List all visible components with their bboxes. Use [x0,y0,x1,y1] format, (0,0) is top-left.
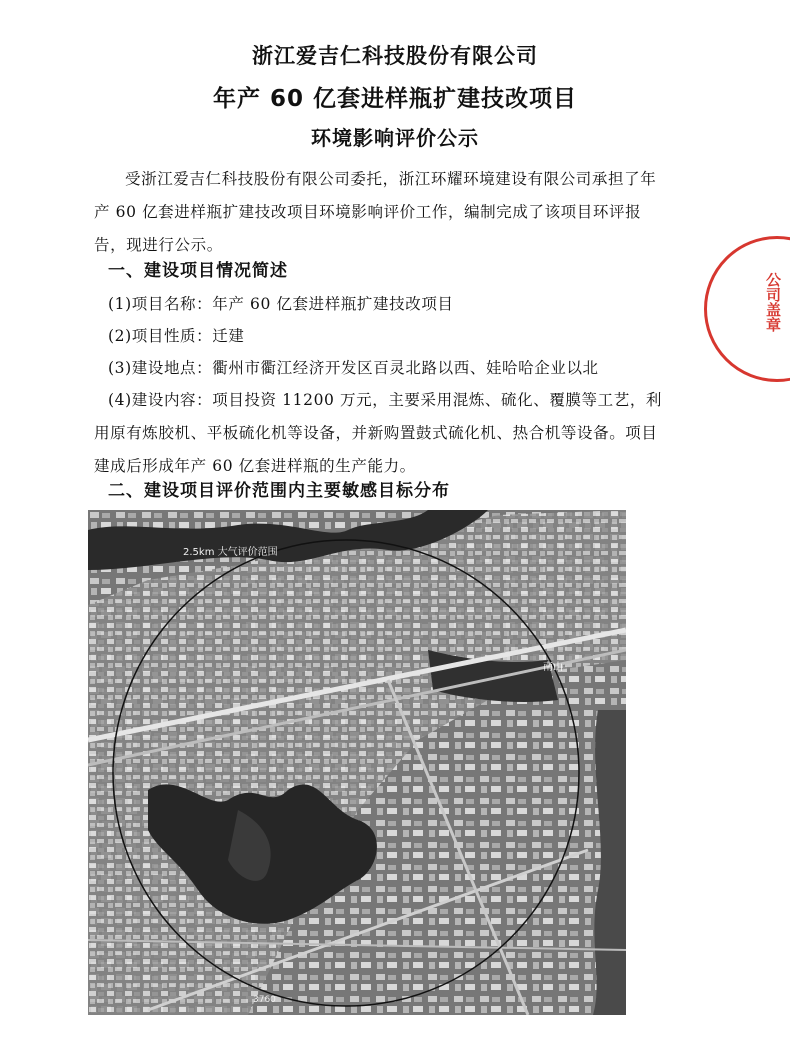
aerial-map-svg [88,510,626,1015]
seal-text: 公司盖章 [764,272,782,332]
section2-heading: 二、建设项目评价范围内主要敏感目标分布 [108,481,450,501]
project-content-item: (4)建设内容：项目投资 11200 万元，主要采用混炼、硫化、覆膜等工艺，利用原有炼胶机、平板硫化机等设备，并新购置鼓式硫化机、热合机等设备。项目建成后形成年产 60 亿套进样瓶的生产能力。 [94,391,663,475]
section1-heading: 一、建设项目情况简述 [108,261,288,281]
place-label: 南山 [543,662,563,673]
company-title: 浙江爱吉仁科技股份有限公司 [252,44,538,68]
project-name-item: (1)项目名称：年产 60 亿套进样瓶扩建技改项目 [108,295,454,313]
project-location-item: (3)建设地点：衢州市衢江经济开发区百灵北路以西、娃哈哈企业以北 [108,359,599,377]
notice-title: 环境影响评价公示 [311,126,479,150]
intro-paragraph: 受浙江爱吉仁科技股份有限公司委托，浙江环耀环境建设有限公司承担了年产 60 亿套进样瓶扩建技改项目环境影响评价工作，编制完成了该项目环评报告，现进行公示。 [94,170,657,254]
scale-label: 3760 [253,995,276,1005]
radius-label: 2.5km 大气评价范围 [183,547,278,558]
aerial-map [88,510,626,1015]
project-nature-item: (2)项目性质：迁建 [108,327,245,345]
project-title: 年产 60 亿套进样瓶扩建技改项目 [212,86,578,112]
